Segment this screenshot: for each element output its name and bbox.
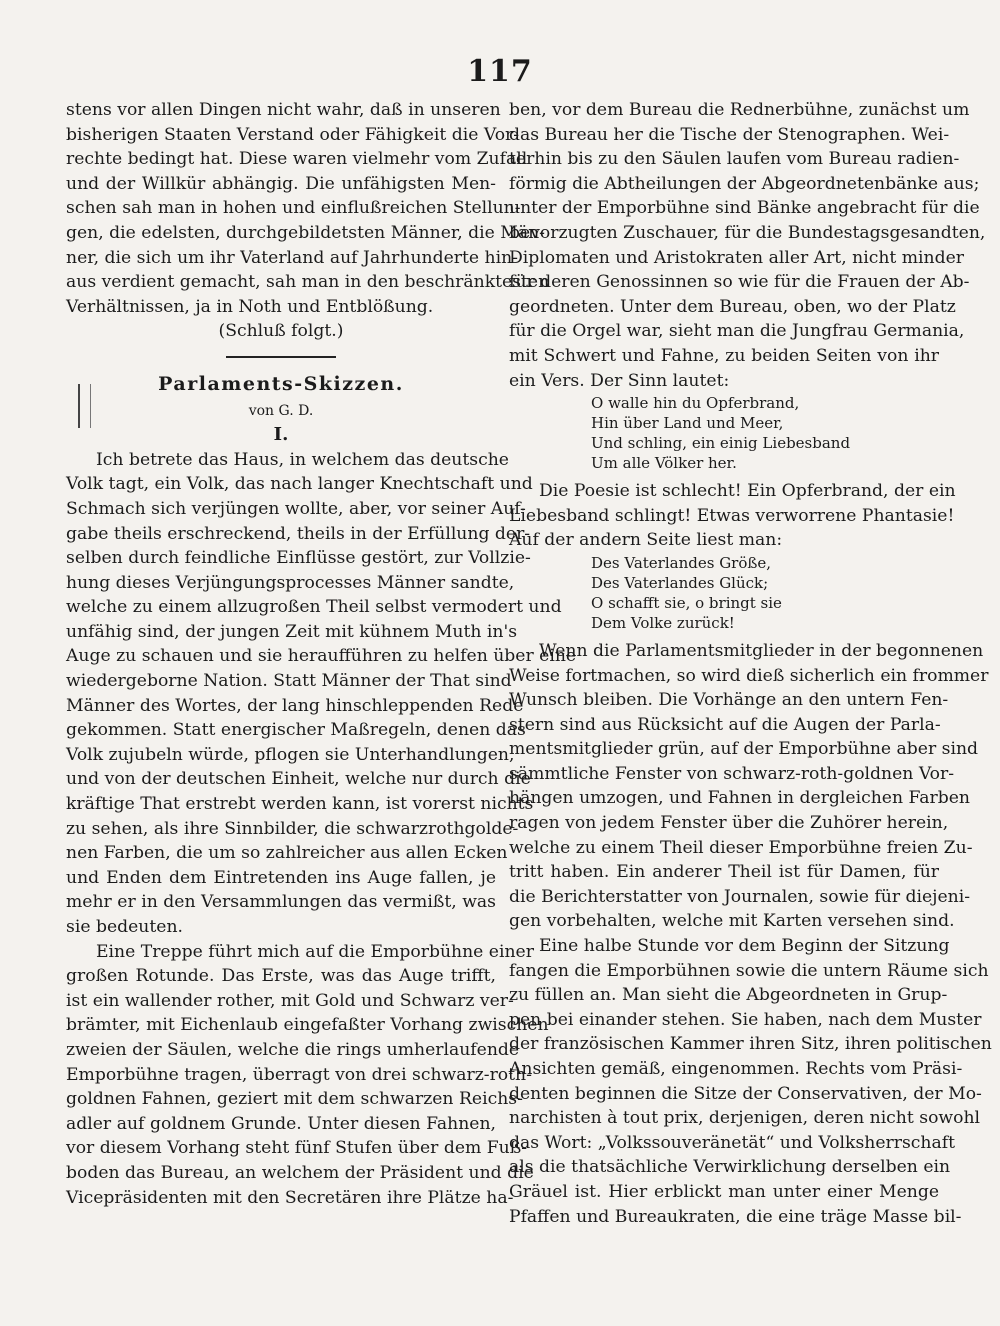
text-line: denten beginnen die Sitze der Conservativen, der Mo- [509,1083,982,1104]
text-line: aus verdient gemacht, sah man in den beschränktesten [66,272,550,293]
text-line: Verhältnissen, ja in Noth und Entblößung. [66,296,434,317]
text-line: Wenn die Parlamentsmitglieder in der begonnenen [539,640,984,661]
text-line: welche zu einem Theil dieser Emporbühne freien Zu- [509,837,973,858]
verse-line: O schafft sie, o bringt sie [591,593,782,612]
text-line: Emporbühne tragen, überragt von drei schwarz-roth- [66,1064,532,1085]
verse-line: O walle hin du Opferbrand, [591,394,800,413]
text-line: zweien der Säulen, welche die rings umherlaufende [66,1039,520,1060]
text-line: tritt haben. Ein anderer Theil ist für Damen, für [509,862,939,883]
text-line: mehr er in den Versammlungen das vermißt, was [66,892,496,913]
text-line: pen bei einander stehen. Sie haben, nach dem Muster [509,1009,982,1030]
left-column [66,98,577,1210]
text-line: sämmtliche Fenster von schwarz-roth-goldnen Vor- [509,763,955,784]
text-line: Eine Treppe führt mich auf die Emporbühne einer [96,941,534,962]
verse-line: Und schling, ein einig Liebesband [591,434,851,453]
text-line: als die thatsächliche Verwirklichung derselben ein [509,1157,951,1178]
text-line: ragen von jedem Fenster über die Zuhörer herein, [509,813,949,834]
text-line: mit Schwert und Fahne, zu beiden Seiten von ihr [509,345,939,366]
text-line: boden das Bureau, an welchem der Präsident und die [66,1162,534,1183]
text-line: Liebesband schlingt! Etwas verworrene Phantasie! [509,505,955,526]
section-divider [226,356,336,358]
verse-1 [509,393,939,473]
text-line: zu füllen an. Man sieht die Abgeordneten in Grup- [509,985,948,1006]
text-line: goldnen Fahnen, geziert mit dem schwarzen Reichs- [66,1089,523,1110]
text-line: selben durch feindliche Einflüsse gestört, zur Vollzie- [66,548,531,569]
text-line: stern sind aus Rücksicht auf die Augen der Parla- [509,714,941,735]
text-line: für die Orgel war, sieht man die Jungfrau Germania, [509,321,965,342]
text-line: ein Vers. Der Sinn lautet: [509,370,730,391]
text-line: brämter, mit Eichenlaub eingefaßter Vorhang zwischen [66,1015,549,1036]
text-line: narchisten à tout prix, derjenigen, deren nicht sowohl [509,1108,981,1129]
margin-mark [78,384,91,428]
text-line: Diplomaten und Aristokraten aller Art, nicht minder [509,247,965,268]
text-line: unfähig sind, der jungen Zeit mit kühnem Muth in's [66,621,518,642]
text-line: unter der Emporbühne sind Bänke angebracht für die [509,198,980,219]
left-paragraph-3 [66,940,549,1211]
text-line: Weise fortmachen, so wird dieß sicherlich ein frommer [509,665,989,686]
text-line: Wunsch bleiben. Die Vorhänge an den untern Fen- [509,690,949,711]
right-paragraph-2 [509,479,956,553]
text-line: wiedergeborne Nation. Statt Männer der That sind [66,671,512,692]
right-column [509,98,992,1229]
text-line: Volk zujubeln würde, pflogen sie Unterhandlungen, [66,744,515,765]
text-line: gekommen. Statt energischer Maßregeln, denen das [66,720,526,741]
text-line: stens vor allen Dingen nicht wahr, daß in unseren [66,100,501,120]
text-line: geordneten. Unter dem Bureau, oben, wo der Platz [509,296,956,317]
article-byline: von G. D. [248,402,314,419]
left-paragraph-1 [66,98,550,319]
text-line: welche zu einem allzugroßen Theil selbst vermodert und [66,597,562,618]
text-line: Volk tagt, ein Volk, das nach langer Knechtschaft und [66,474,533,495]
text-line: Eine halbe Stunde vor dem Beginn der Sitzung [539,936,950,957]
right-paragraph-3 [509,639,989,934]
text-line: großen Rotunde. Das Erste, was das Auge trifft, [66,966,496,987]
text-line: schen sah man in hohen und einflußreichen Stellun- [66,198,521,219]
text-line: Auge zu schauen und sie heraufführen zu helfen über eine [66,646,577,667]
text-line: kräftige That erstrebt werden kann, ist vorerst nichts [66,794,534,815]
text-line: gabe theils erschreckend, theils in der Erfüllung der- [66,523,531,544]
section-number: I. [273,424,289,446]
text-line: rechte bedingt hat. Diese waren vielmehr vom Zufall [66,149,528,170]
text-line: gen vorbehalten, welche mit Karten versehen sind. [509,911,955,932]
verse-line: Hin über Land und Meer, [591,414,784,433]
text-line: und Enden dem Eintretenden ins Auge fallen, je [66,867,496,888]
text-line: ist ein wallender rother, mit Gold und Schwarz ver- [66,990,514,1011]
page-number: 117 [467,54,533,89]
text-line: Die Poesie ist schlecht! Ein Opferbrand, der ein [539,481,956,502]
article-title: Parlaments-Skizzen. [158,372,404,395]
text-line: Männer des Wortes, der lang hinschleppenden Rede [66,695,524,716]
text-line: der französischen Kammer ihren Sitz, ihren politischen [509,1034,992,1055]
text-line: sie bedeuten. [66,917,183,937]
text-line: vor diesem Vorhang steht fünf Stufen über dem Fuß- [66,1138,528,1159]
text-line: und der Willkür abhängig. Die unfähigsten Men- [66,173,496,194]
right-paragraph-4 [509,934,992,1229]
text-line: adler auf goldnem Grunde. Unter diesen Fahnen, [66,1113,496,1134]
text-line: hängen umzogen, und Fahnen in dergleichen Farben [509,788,970,809]
text-line: ben, vor dem Bureau die Rednerbühne, zunächst um [509,100,970,120]
text-line: ner, die sich um ihr Vaterland auf Jahrhunderte hin- [66,247,518,268]
text-line: Ansichten gemäß, eingenommen. Rechts vom Präsi- [509,1059,963,1079]
text-line: Gräuel ist. Hier erblickt man unter einer Menge [509,1181,939,1202]
text-line: für deren Genossinnen so wie für die Frauen der Ab- [509,272,970,293]
text-line: hung dieses Verjüngungsprocesses Männer sandte, [66,572,515,593]
verse-line: Um alle Völker her. [591,454,737,473]
text-line: das Bureau her die Tische der Stenographen. Wei- [509,124,950,145]
text-line: und von der deutschen Einheit, welche nur durch die [66,769,531,790]
right-paragraph-1 [509,98,986,393]
text-line: terhin bis zu den Säulen laufen vom Bureau radien- [509,149,960,170]
verse-line: Dem Volke zurück! [591,613,735,632]
text-line: die Berichterstatter von Journalen, sowie für diejeni- [509,886,971,907]
text-line: Vicepräsidenten mit den Secretären ihre Plätze ha- [66,1187,514,1208]
text-line: Auf der andern Seite liest man: [509,530,783,551]
text-line: nen Farben, die um so zahlreicher aus allen Ecken [66,843,508,864]
text-line: Ich betrete das Haus, in welchem das deutsche [96,449,509,470]
left-paragraph-2 [66,448,577,940]
verse-2 [509,553,939,633]
text-line: bisherigen Staaten Verstand oder Fähigkeit die Vor- [66,124,520,145]
text-line: Pfaffen und Bureaukraten, die eine träge Masse bil- [509,1206,962,1227]
verse-line: Des Vaterlandes Größe, [591,553,772,572]
verse-line: Des Vaterlandes Glück; [591,573,769,592]
text-line: zu sehen, als ihre Sinnbilder, die schwarzrothgolde- [66,818,519,839]
to-be-continued-note: (Schluß folgt.) [218,321,344,342]
text-line: gen, die edelsten, durchgebildetsten Männer, die Män- [66,222,545,243]
text-line: mentsmitglieder grün, auf der Emporbühne aber sind [509,739,979,760]
text-line: fangen die Emporbühnen sowie die untern Räume sich [509,960,989,981]
text-line: das Wort: „Volkssouveränetät“ und Volksherrschaft [509,1132,955,1153]
text-line: förmig die Abtheilungen der Abgeordnetenbänke aus; [509,173,980,194]
text-line: bevorzugten Zuschauer, für die Bundestagsgesandten, [509,222,986,243]
text-line: Schmach sich verjüngen wollte, aber, vor seiner Auf- [66,498,526,519]
